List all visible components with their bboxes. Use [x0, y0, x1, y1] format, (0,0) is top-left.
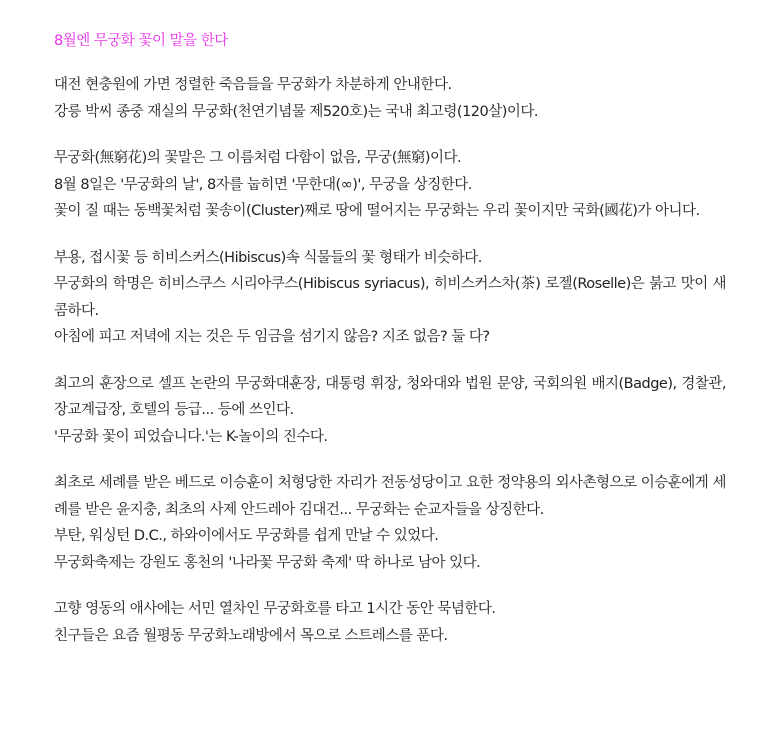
paragraph-3: [54, 245, 726, 351]
text-line: 무궁화축제는 강원도 홍천의 '나라꽃 무궁화 축제' 딱 하나로 남아 있다.: [54, 554, 481, 571]
paragraph-5: [54, 470, 726, 576]
text-line: 부용, 접시꽃 등 히비스커스(Hibiscus)속 식물들의 꽃 형태가 비슷하다.: [54, 249, 482, 266]
text-line: 아침에 피고 저녁에 지는 것은 두 임금을 섬기지 않음? 지조 없음? 둘 다?: [54, 329, 490, 345]
text-line: 최고의 훈장으로 셀프 논란의 무궁화대훈장, 대통령 휘장, 청와대와 법원 문양, 국회의원 배지(Badge), 경찰관, 장교계급장, 호텔의 등급... 등에 쓰인다.: [54, 375, 726, 418]
text-line: 최초로 세례를 받은 베드로 이승훈이 처형당한 자리가 전동성당이고 요한 정약용의 외사촌형으로 이승훈에게 세례를 받은 윤지충, 최초의 사제 안드레아 김대건... 무궁화는 순교자들을 상징한다.: [54, 475, 726, 518]
text-line: 친구들은 요즘 월평동 무궁화노래방에서 목으로 스트레스를 푼다.: [54, 627, 448, 644]
text-line: 고향 영동의 애사에는 서민 열차인 무궁화호를 타고 1시간 동안 묵념한다.: [54, 601, 496, 617]
text-line: 꽃이 질 때는 동백꽃처럼 꽃송이(Cluster)째로 땅에 떨어지는 무궁화는 우리 꽃이지만 국화(國花)가 아니다.: [54, 203, 700, 219]
paragraph-1: [54, 72, 726, 125]
paragraph-6: [54, 596, 726, 649]
text-line: '무궁화 꽃이 피었습니다.'는 K-놀이의 진수다.: [54, 428, 328, 445]
text-line: 무궁화(無窮花)의 꽃말은 그 이름처럼 다함이 없음, 무궁(無窮)이다.: [54, 150, 462, 166]
text-line: 부탄, 워싱턴 D.C., 하와이에서도 무궁화를 쉽게 만날 수 있었다.: [54, 528, 439, 544]
text-line: 무궁화의 학명은 히비스쿠스 시리아쿠스(Hibiscus syriacus), 히비스커스차(茶) 로젤(Roselle)은 붉고 맛이 새콤하다.: [54, 276, 726, 319]
text-line: 8월 8일은 '무궁화의 날', 8자를 눕히면 '무한대(∞)', 무궁을 상징한다.: [54, 176, 472, 193]
text-line: 강릉 박씨 종중 재실의 무궁화(천연기념물 제520호)는 국내 최고령(120살)이다.: [54, 103, 539, 120]
paragraph-4: [54, 371, 726, 451]
article: [54, 28, 726, 669]
paragraph-2: [54, 145, 726, 225]
text-line: 대전 현충원에 가면 정렬한 죽음들을 무궁화가 차분하게 안내한다.: [54, 77, 452, 93]
article-title: 8월엔 무궁화 꽃이 말을 한다: [54, 33, 228, 49]
